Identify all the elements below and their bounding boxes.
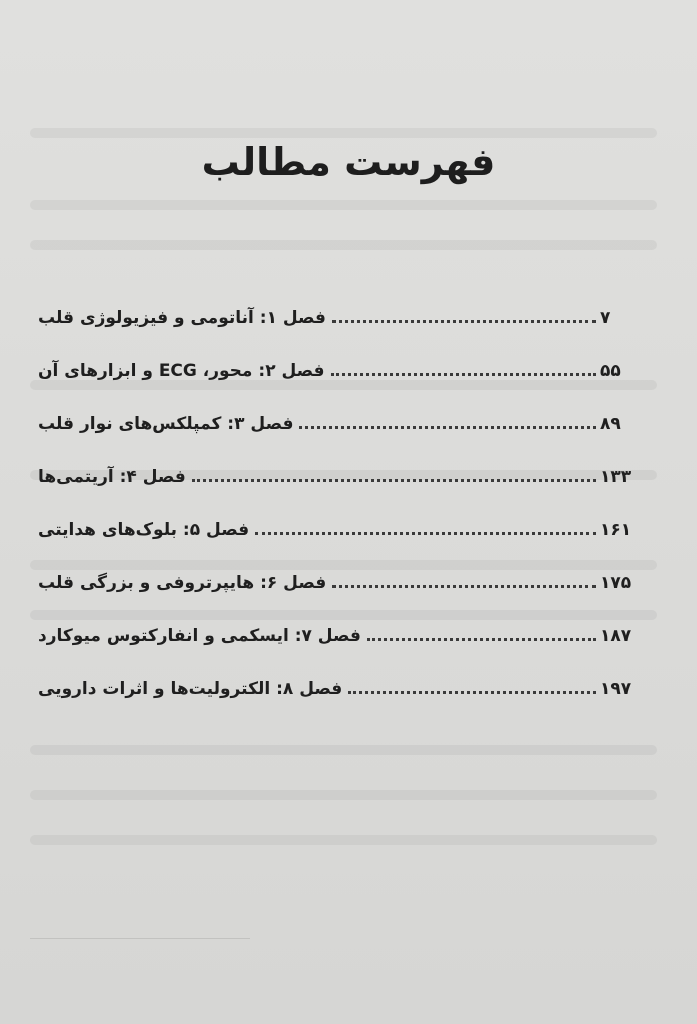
dot-leader: [348, 690, 596, 694]
bleed-through-line: [30, 745, 657, 755]
toc-entry-page: ۱۶۱: [600, 520, 632, 540]
dot-leader: [332, 584, 596, 588]
dot-leader: [299, 425, 596, 429]
bleed-through-line: [30, 240, 657, 250]
toc-entry-label: فصل ۴: آریتمی‌ها: [38, 467, 186, 487]
toc-entry[interactable]: [34, 541, 634, 594]
toc-entry-label: فصل ۵: بلوک‌های هدایتی: [38, 520, 250, 540]
toc-entry-page: ۵۵: [600, 361, 621, 381]
toc-entry-page: ۱۸۷: [600, 626, 632, 646]
toc-entry[interactable]: [34, 329, 634, 382]
toc-entry-page: ۱۷۵: [600, 573, 632, 593]
toc-entry-page: ۱۹۷: [600, 679, 632, 699]
dot-leader: [192, 478, 596, 482]
toc-entry-label: فصل ۸: الکترولیت‌ها و اثرات دارویی: [38, 679, 343, 699]
bleed-through-line: [30, 200, 657, 210]
footnote-divider: [30, 938, 250, 939]
toc-entry-label: فصل ۱: آناتومی و فیزیولوژی قلب: [38, 308, 326, 328]
page-title: فهرست مطالب: [201, 140, 496, 184]
toc-entry-label: فصل ۲: محور، ECG و ابزارهای آن: [38, 361, 325, 381]
toc-entry[interactable]: [34, 488, 634, 541]
toc-entry-label: فصل ۳: کمپلکس‌های نوار قلب: [38, 414, 294, 434]
toc-entry-label: فصل ۶: هایپرتروفی و بزرگی قلب: [38, 573, 327, 593]
toc-entry-page: ۱۳۳: [600, 467, 632, 487]
toc-entry-label: فصل ۷: ایسکمی و انفارکتوس میوکارد: [38, 626, 361, 646]
toc-entry-page: ۸۹: [600, 414, 621, 434]
dot-leader: [367, 637, 596, 641]
table-of-contents: [34, 276, 634, 700]
toc-entry-page: ۷: [600, 308, 611, 328]
bleed-through-line: [30, 128, 657, 138]
toc-entry[interactable]: [34, 382, 634, 435]
bleed-through-line: [30, 835, 657, 845]
bleed-through-line: [30, 790, 657, 800]
toc-entry[interactable]: [34, 435, 634, 488]
dot-leader: [332, 319, 596, 323]
toc-entry[interactable]: [34, 647, 634, 700]
toc-entry[interactable]: [34, 276, 634, 329]
toc-entry[interactable]: [34, 594, 634, 647]
dot-leader: [331, 372, 596, 376]
dot-leader: [255, 531, 596, 535]
